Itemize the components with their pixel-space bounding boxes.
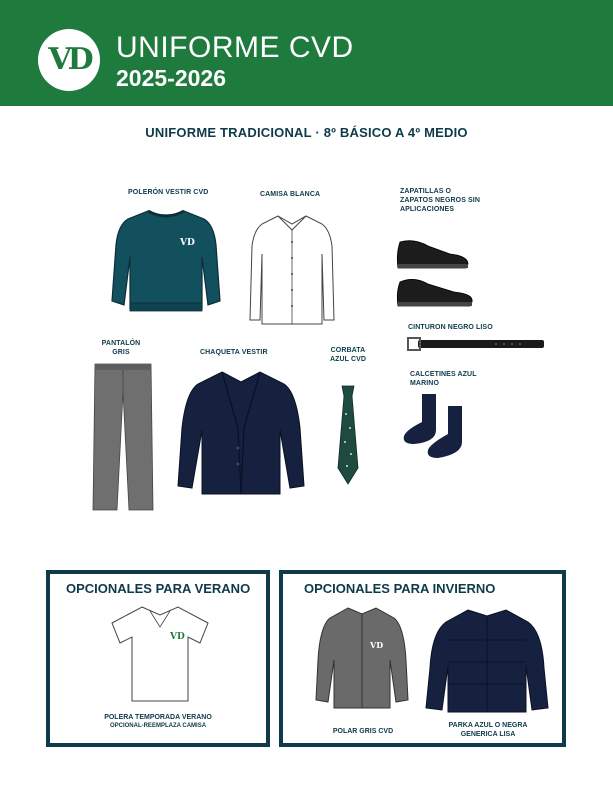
fleece-label: POLAR GRIS CVD bbox=[332, 728, 394, 735]
label-camisa: CAMISA BLANCA bbox=[260, 191, 321, 198]
summer-options-title: OPCIONALES PARA VERANO bbox=[66, 581, 251, 596]
blazer-icon bbox=[176, 368, 306, 498]
shirt-icon bbox=[248, 212, 336, 326]
school-year: 2025-2026 bbox=[116, 65, 226, 91]
polo-label: POLERA TEMPORADA VERANO bbox=[104, 714, 212, 721]
fleece-jacket-icon bbox=[314, 604, 410, 710]
label-calcetines: CALCETINES AZUL MARINO bbox=[410, 371, 477, 387]
shoes-icon bbox=[394, 234, 478, 310]
header-banner bbox=[0, 0, 613, 106]
parka-label: PARKA AZUL O NEGRA GENERICA LISA bbox=[448, 722, 528, 738]
socks-icon bbox=[400, 392, 466, 460]
label-pantalon: PANTALÓN GRIS bbox=[101, 340, 141, 356]
svg-text:VD: VD bbox=[370, 640, 384, 650]
label-chaqueta: CHAQUETA VESTIR bbox=[200, 349, 268, 356]
label-poleron: POLERÓN VESTIR CVD bbox=[128, 189, 209, 196]
page-title: UNIFORME CVD bbox=[116, 31, 354, 64]
label-zapatillas: ZAPATILLAS O ZAPATOS NEGROS SIN APLICACIONES bbox=[400, 188, 480, 213]
pants-icon bbox=[91, 362, 155, 512]
logo-text: VD bbox=[48, 42, 90, 77]
label-corbata: CORBATA AZUL CVD bbox=[329, 347, 367, 363]
sweater-icon bbox=[108, 205, 224, 320]
parka-icon bbox=[424, 604, 550, 716]
label-cinturon: CINTURON NEGRO LISO bbox=[408, 324, 493, 331]
svg-text:VD: VD bbox=[170, 632, 185, 642]
belt-icon bbox=[406, 337, 546, 351]
tie-icon bbox=[336, 384, 360, 486]
section-title: UNIFORME TRADICIONAL · 8º BÁSICO A 4º MEDIO bbox=[145, 125, 468, 140]
polo-shirt-icon bbox=[108, 603, 212, 703]
winter-options-title: OPCIONALES PARA INVIERNO bbox=[304, 581, 496, 596]
school-logo bbox=[38, 29, 100, 91]
svg-text:VD: VD bbox=[180, 238, 195, 248]
polo-sublabel: OPCIONAL-REEMPLAZA CAMISA bbox=[109, 723, 207, 729]
